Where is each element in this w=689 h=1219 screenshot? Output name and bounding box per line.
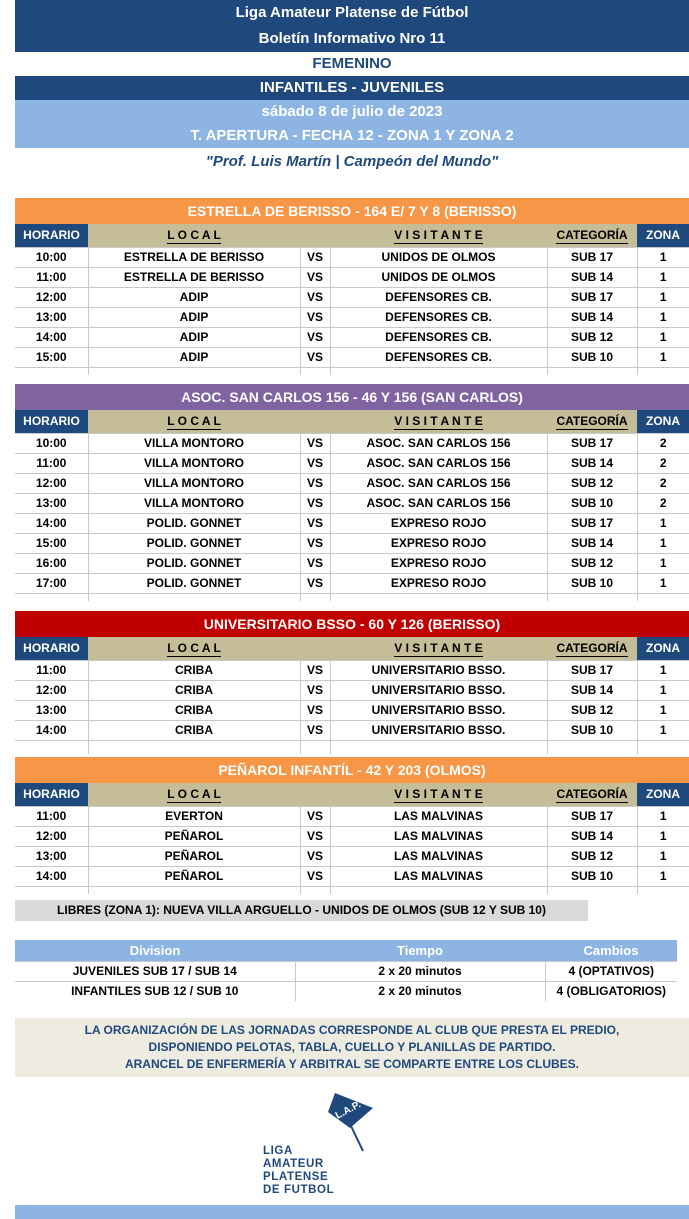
match-cell-categoria: SUB 14: [547, 307, 637, 327]
empty-stub-row: [15, 886, 689, 894]
match-cell-visitante: DEFENSORES CB.: [330, 327, 547, 347]
match-cell-vs: VS: [300, 533, 330, 553]
match-cell-local: VILLA MONTORO: [88, 433, 300, 453]
match-row: [15, 513, 689, 533]
match-cell-zona: 1: [637, 533, 689, 553]
match-table: [15, 410, 689, 601]
match-row: [15, 473, 689, 493]
match-cell-local: VILLA MONTORO: [88, 453, 300, 473]
column-header-visitante: V I S I T A N T E: [330, 637, 547, 660]
match-cell-vs: VS: [300, 866, 330, 886]
match-cell-horario: 11:00: [15, 453, 88, 473]
match-cell-categoria: SUB 14: [547, 267, 637, 287]
column-header-categoria: CATEGORÍA: [547, 410, 637, 433]
match-cell-horario: 10:00: [15, 247, 88, 267]
empty-stub-row: [15, 367, 689, 375]
match-cell-local: VILLA MONTORO: [88, 473, 300, 493]
match-cell-local: PEÑAROL: [88, 826, 300, 846]
match-cell-local: POLID. GONNET: [88, 553, 300, 573]
match-cell-local: CRIBA: [88, 720, 300, 740]
match-cell-zona: 1: [637, 806, 689, 826]
match-cell-zona: 1: [637, 553, 689, 573]
match-cell-zona: 2: [637, 473, 689, 493]
match-cell-categoria: SUB 17: [547, 287, 637, 307]
quote-text: "Prof. Luis Martín | Campeón del Mundo": [205, 153, 499, 170]
logo-flag-text: L.A.P.: [333, 1099, 363, 1122]
match-cell-categoria: SUB 17: [547, 433, 637, 453]
match-cell-visitante: UNIVERSITARIO BSSO.: [330, 660, 547, 680]
rules-table: [15, 940, 677, 1001]
match-cell-vs: VS: [300, 247, 330, 267]
match-cell-categoria: SUB 10: [547, 347, 637, 367]
match-cell-zona: 1: [637, 287, 689, 307]
match-cell-local: CRIBA: [88, 680, 300, 700]
match-row: [15, 660, 689, 680]
match-row: [15, 573, 689, 593]
match-cell-categoria: SUB 12: [547, 473, 637, 493]
match-cell-visitante: UNIDOS DE OLMOS: [330, 267, 547, 287]
match-cell-horario: 10:00: [15, 433, 88, 453]
column-header-zona: ZONA: [637, 410, 689, 433]
date-band: [15, 100, 689, 148]
match-cell-vs: VS: [300, 473, 330, 493]
match-cell-categoria: SUB 14: [547, 453, 637, 473]
column-header-vs: [300, 637, 330, 660]
round-label: T. APERTURA - FECHA 12 - ZONA 1 Y ZONA 2: [190, 127, 514, 144]
match-cell-visitante: ASOC. SAN CARLOS 156: [330, 453, 547, 473]
match-cell-visitante: LAS MALVINAS: [330, 826, 547, 846]
match-table-block: [15, 757, 689, 894]
footer-notes: [15, 1018, 689, 1077]
match-cell-visitante: DEFENSORES CB.: [330, 287, 547, 307]
match-row: [15, 433, 689, 453]
match-cell-vs: VS: [300, 553, 330, 573]
match-cell-vs: VS: [300, 307, 330, 327]
column-header-zona: ZONA: [637, 637, 689, 660]
match-table: [15, 783, 689, 894]
empty-stub-row: [15, 740, 689, 754]
match-cell-categoria: SUB 10: [547, 573, 637, 593]
match-row: [15, 533, 689, 553]
match-cell-vs: VS: [300, 513, 330, 533]
match-cell-vs: VS: [300, 267, 330, 287]
match-cell-local: CRIBA: [88, 660, 300, 680]
match-cell-vs: VS: [300, 806, 330, 826]
match-row: [15, 267, 689, 287]
match-cell-vs: VS: [300, 680, 330, 700]
match-row: [15, 347, 689, 367]
match-cell-horario: 12:00: [15, 287, 88, 307]
match-cell-visitante: DEFENSORES CB.: [330, 347, 547, 367]
match-cell-vs: VS: [300, 846, 330, 866]
match-cell-horario: 12:00: [15, 826, 88, 846]
logo-line: DE FUTBOL: [263, 1184, 335, 1196]
match-cell-local: ADIP: [88, 347, 300, 367]
match-cell-categoria: SUB 14: [547, 680, 637, 700]
venue-title: UNIVERSITARIO BSSO - 60 Y 126 (BERISSO): [15, 611, 689, 637]
column-header-zona: ZONA: [637, 783, 689, 806]
match-row: [15, 287, 689, 307]
match-cell-categoria: SUB 12: [547, 553, 637, 573]
match-cell-horario: 15:00: [15, 533, 88, 553]
match-cell-visitante: UNIDOS DE OLMOS: [330, 247, 547, 267]
venue-title: ASOC. SAN CARLOS 156 - 46 Y 156 (SAN CARLOS): [15, 384, 689, 410]
match-row: [15, 247, 689, 267]
rules-row: [15, 981, 677, 1001]
venue-title: PEÑAROL INFANTÍL - 42 Y 203 (OLMOS): [15, 757, 689, 783]
column-header-local: L O C A L: [88, 410, 300, 433]
match-cell-categoria: SUB 17: [547, 660, 637, 680]
rules-cell-tiempo: 2 x 20 minutos: [295, 981, 545, 1001]
column-header-visitante: V I S I T A N T E: [330, 783, 547, 806]
match-cell-visitante: DEFENSORES CB.: [330, 307, 547, 327]
logo-line: AMATEUR: [263, 1158, 324, 1170]
match-table-block: [15, 611, 689, 754]
match-cell-categoria: SUB 12: [547, 700, 637, 720]
match-cell-local: POLID. GONNET: [88, 533, 300, 553]
match-cell-visitante: LAS MALVINAS: [330, 846, 547, 866]
match-row: [15, 720, 689, 740]
match-cell-vs: VS: [300, 433, 330, 453]
match-cell-horario: 17:00: [15, 573, 88, 593]
match-cell-local: ADIP: [88, 307, 300, 327]
column-header-horario: HORARIO: [15, 410, 88, 433]
match-cell-zona: 1: [637, 866, 689, 886]
match-cell-horario: 13:00: [15, 846, 88, 866]
match-cell-visitante: EXPRESO ROJO: [330, 573, 547, 593]
rules-cell-division: INFANTILES SUB 12 / SUB 10: [15, 981, 295, 1001]
match-cell-horario: 11:00: [15, 267, 88, 287]
category-label: FEMENINO: [312, 55, 392, 72]
bulletin-title: Liga Amateur Platense de Fútbol: [235, 4, 469, 21]
match-cell-horario: 11:00: [15, 660, 88, 680]
match-cell-categoria: SUB 10: [547, 493, 637, 513]
match-cell-categoria: SUB 17: [547, 513, 637, 533]
column-header-categoria: CATEGORÍA: [547, 783, 637, 806]
match-cell-zona: 1: [637, 267, 689, 287]
venue-title: ESTRELLA DE BERISSO - 164 E/ 7 Y 8 (BERISSO): [15, 198, 689, 224]
match-table-block: [15, 198, 689, 375]
column-header-horario: HORARIO: [15, 783, 88, 806]
match-cell-zona: 1: [637, 660, 689, 680]
match-row: [15, 866, 689, 886]
match-cell-vs: VS: [300, 493, 330, 513]
match-cell-vs: VS: [300, 700, 330, 720]
match-cell-visitante: UNIVERSITARIO BSSO.: [330, 680, 547, 700]
lap-logo: [15, 1077, 689, 1205]
match-cell-local: ADIP: [88, 327, 300, 347]
match-cell-visitante: LAS MALVINAS: [330, 866, 547, 886]
match-table: [15, 224, 689, 375]
match-cell-local: PEÑAROL: [88, 866, 300, 886]
logo-line: LIGA: [263, 1145, 293, 1157]
bulletin-subtitle: Boletín Informativo Nro 11: [258, 30, 446, 47]
match-cell-visitante: ASOC. SAN CARLOS 156: [330, 493, 547, 513]
match-cell-horario: 15:00: [15, 347, 88, 367]
rules-header-cambios: Cambios: [545, 940, 677, 961]
match-cell-horario: 13:00: [15, 700, 88, 720]
match-cell-horario: 14:00: [15, 866, 88, 886]
match-cell-local: PEÑAROL: [88, 846, 300, 866]
libres-note: LIBRES (ZONA 1): NUEVA VILLA ARGUELLO - UNIDOS DE OLMOS (SUB 12 Y SUB 10): [15, 900, 588, 921]
column-header-categoria: CATEGORÍA: [547, 637, 637, 660]
rules-cell-division: JUVENILES SUB 17 / SUB 14: [15, 961, 295, 981]
match-cell-zona: 1: [637, 826, 689, 846]
column-header-categoria: CATEGORÍA: [547, 224, 637, 247]
column-header-horario: HORARIO: [15, 224, 88, 247]
rules-cell-cambios: 4 (OPTATIVOS): [545, 961, 677, 981]
match-cell-zona: 2: [637, 493, 689, 513]
match-cell-local: CRIBA: [88, 700, 300, 720]
match-cell-zona: 1: [637, 846, 689, 866]
match-row: [15, 680, 689, 700]
rules-header-division: Division: [15, 940, 295, 961]
match-row: [15, 700, 689, 720]
match-cell-categoria: SUB 17: [547, 247, 637, 267]
column-header-visitante: V I S I T A N T E: [330, 410, 547, 433]
match-row: [15, 846, 689, 866]
match-cell-horario: 13:00: [15, 307, 88, 327]
match-cell-horario: 14:00: [15, 720, 88, 740]
date-label: sábado 8 de julio de 2023: [261, 103, 443, 120]
match-row: [15, 806, 689, 826]
match-cell-local: EVERTON: [88, 806, 300, 826]
match-cell-vs: VS: [300, 347, 330, 367]
note-line: LA ORGANIZACIÓN DE LAS JORNADAS CORRESPONDE AL CLUB QUE PRESTA EL PREDIO,: [84, 1023, 620, 1037]
rules-row: [15, 961, 677, 981]
match-cell-vs: VS: [300, 826, 330, 846]
column-header-local: L O C A L: [88, 783, 300, 806]
match-cell-vs: VS: [300, 660, 330, 680]
match-cell-visitante: LAS MALVINAS: [330, 806, 547, 826]
match-table: [15, 637, 689, 754]
match-cell-zona: 1: [637, 247, 689, 267]
match-cell-categoria: SUB 17: [547, 806, 637, 826]
note-line: ARANCEL DE ENFERMERÍA Y ARBITRAL SE COMPARTE ENTRE LOS CLUBES.: [124, 1057, 580, 1071]
logo-text-lines: [263, 1145, 334, 1197]
match-cell-local: ESTRELLA DE BERISSO: [88, 247, 300, 267]
rules-cell-tiempo: 2 x 20 minutos: [295, 961, 545, 981]
match-cell-visitante: ASOC. SAN CARLOS 156: [330, 473, 547, 493]
match-cell-vs: VS: [300, 453, 330, 473]
match-cell-zona: 1: [637, 720, 689, 740]
match-cell-local: ADIP: [88, 287, 300, 307]
bottom-strip: [15, 1205, 689, 1219]
match-cell-zona: 1: [637, 700, 689, 720]
match-cell-categoria: SUB 12: [547, 846, 637, 866]
column-header-local: L O C A L: [88, 224, 300, 247]
match-cell-vs: VS: [300, 327, 330, 347]
match-row: [15, 327, 689, 347]
column-header-vs: [300, 224, 330, 247]
match-cell-visitante: UNIVERSITARIO BSSO.: [330, 700, 547, 720]
match-cell-visitante: UNIVERSITARIO BSSO.: [330, 720, 547, 740]
match-row: [15, 826, 689, 846]
note-line: DISPONIENDO PELOTAS, TABLA, CUELLO Y PLANILLAS DE PARTIDO.: [148, 1040, 556, 1054]
match-cell-zona: 2: [637, 453, 689, 473]
match-cell-categoria: SUB 10: [547, 866, 637, 886]
match-cell-zona: 1: [637, 347, 689, 367]
column-header-local: L O C A L: [88, 637, 300, 660]
match-cell-categoria: SUB 12: [547, 327, 637, 347]
empty-stub-row: [15, 593, 689, 601]
logo-line: PLATENSE: [263, 1171, 329, 1183]
match-cell-horario: 14:00: [15, 327, 88, 347]
match-cell-vs: VS: [300, 720, 330, 740]
match-tables: [15, 198, 689, 894]
column-header-vs: [300, 783, 330, 806]
column-header-horario: HORARIO: [15, 637, 88, 660]
match-cell-visitante: EXPRESO ROJO: [330, 553, 547, 573]
match-cell-local: POLID. GONNET: [88, 513, 300, 533]
match-cell-visitante: EXPRESO ROJO: [330, 533, 547, 553]
match-cell-zona: 1: [637, 307, 689, 327]
match-row: [15, 553, 689, 573]
column-header-visitante: V I S I T A N T E: [330, 224, 547, 247]
match-cell-zona: 1: [637, 327, 689, 347]
match-cell-local: POLID. GONNET: [88, 573, 300, 593]
match-cell-local: VILLA MONTORO: [88, 493, 300, 513]
match-cell-zona: 1: [637, 573, 689, 593]
match-cell-horario: 12:00: [15, 473, 88, 493]
match-cell-categoria: SUB 14: [547, 826, 637, 846]
match-cell-horario: 11:00: [15, 806, 88, 826]
match-cell-visitante: EXPRESO ROJO: [330, 513, 547, 533]
match-cell-horario: 16:00: [15, 553, 88, 573]
match-table-block: [15, 384, 689, 601]
match-cell-horario: 13:00: [15, 493, 88, 513]
match-cell-categoria: SUB 14: [547, 533, 637, 553]
match-cell-vs: VS: [300, 287, 330, 307]
column-header-vs: [300, 410, 330, 433]
match-cell-zona: 1: [637, 513, 689, 533]
match-cell-horario: 14:00: [15, 513, 88, 533]
match-row: [15, 493, 689, 513]
column-header-zona: ZONA: [637, 224, 689, 247]
match-cell-horario: 12:00: [15, 680, 88, 700]
division-band: INFANTILES - JUVENILES: [15, 76, 689, 100]
match-cell-local: ESTRELLA DE BERISSO: [88, 267, 300, 287]
rules-cell-cambios: 4 (OBLIGATORIOS): [545, 981, 677, 1001]
match-row: [15, 307, 689, 327]
match-cell-categoria: SUB 10: [547, 720, 637, 740]
match-cell-zona: 2: [637, 433, 689, 453]
rules-header-tiempo: Tiempo: [295, 940, 545, 961]
match-cell-visitante: ASOC. SAN CARLOS 156: [330, 433, 547, 453]
header-band: [15, 0, 689, 52]
match-row: [15, 453, 689, 473]
match-cell-zona: 1: [637, 680, 689, 700]
match-cell-vs: VS: [300, 573, 330, 593]
